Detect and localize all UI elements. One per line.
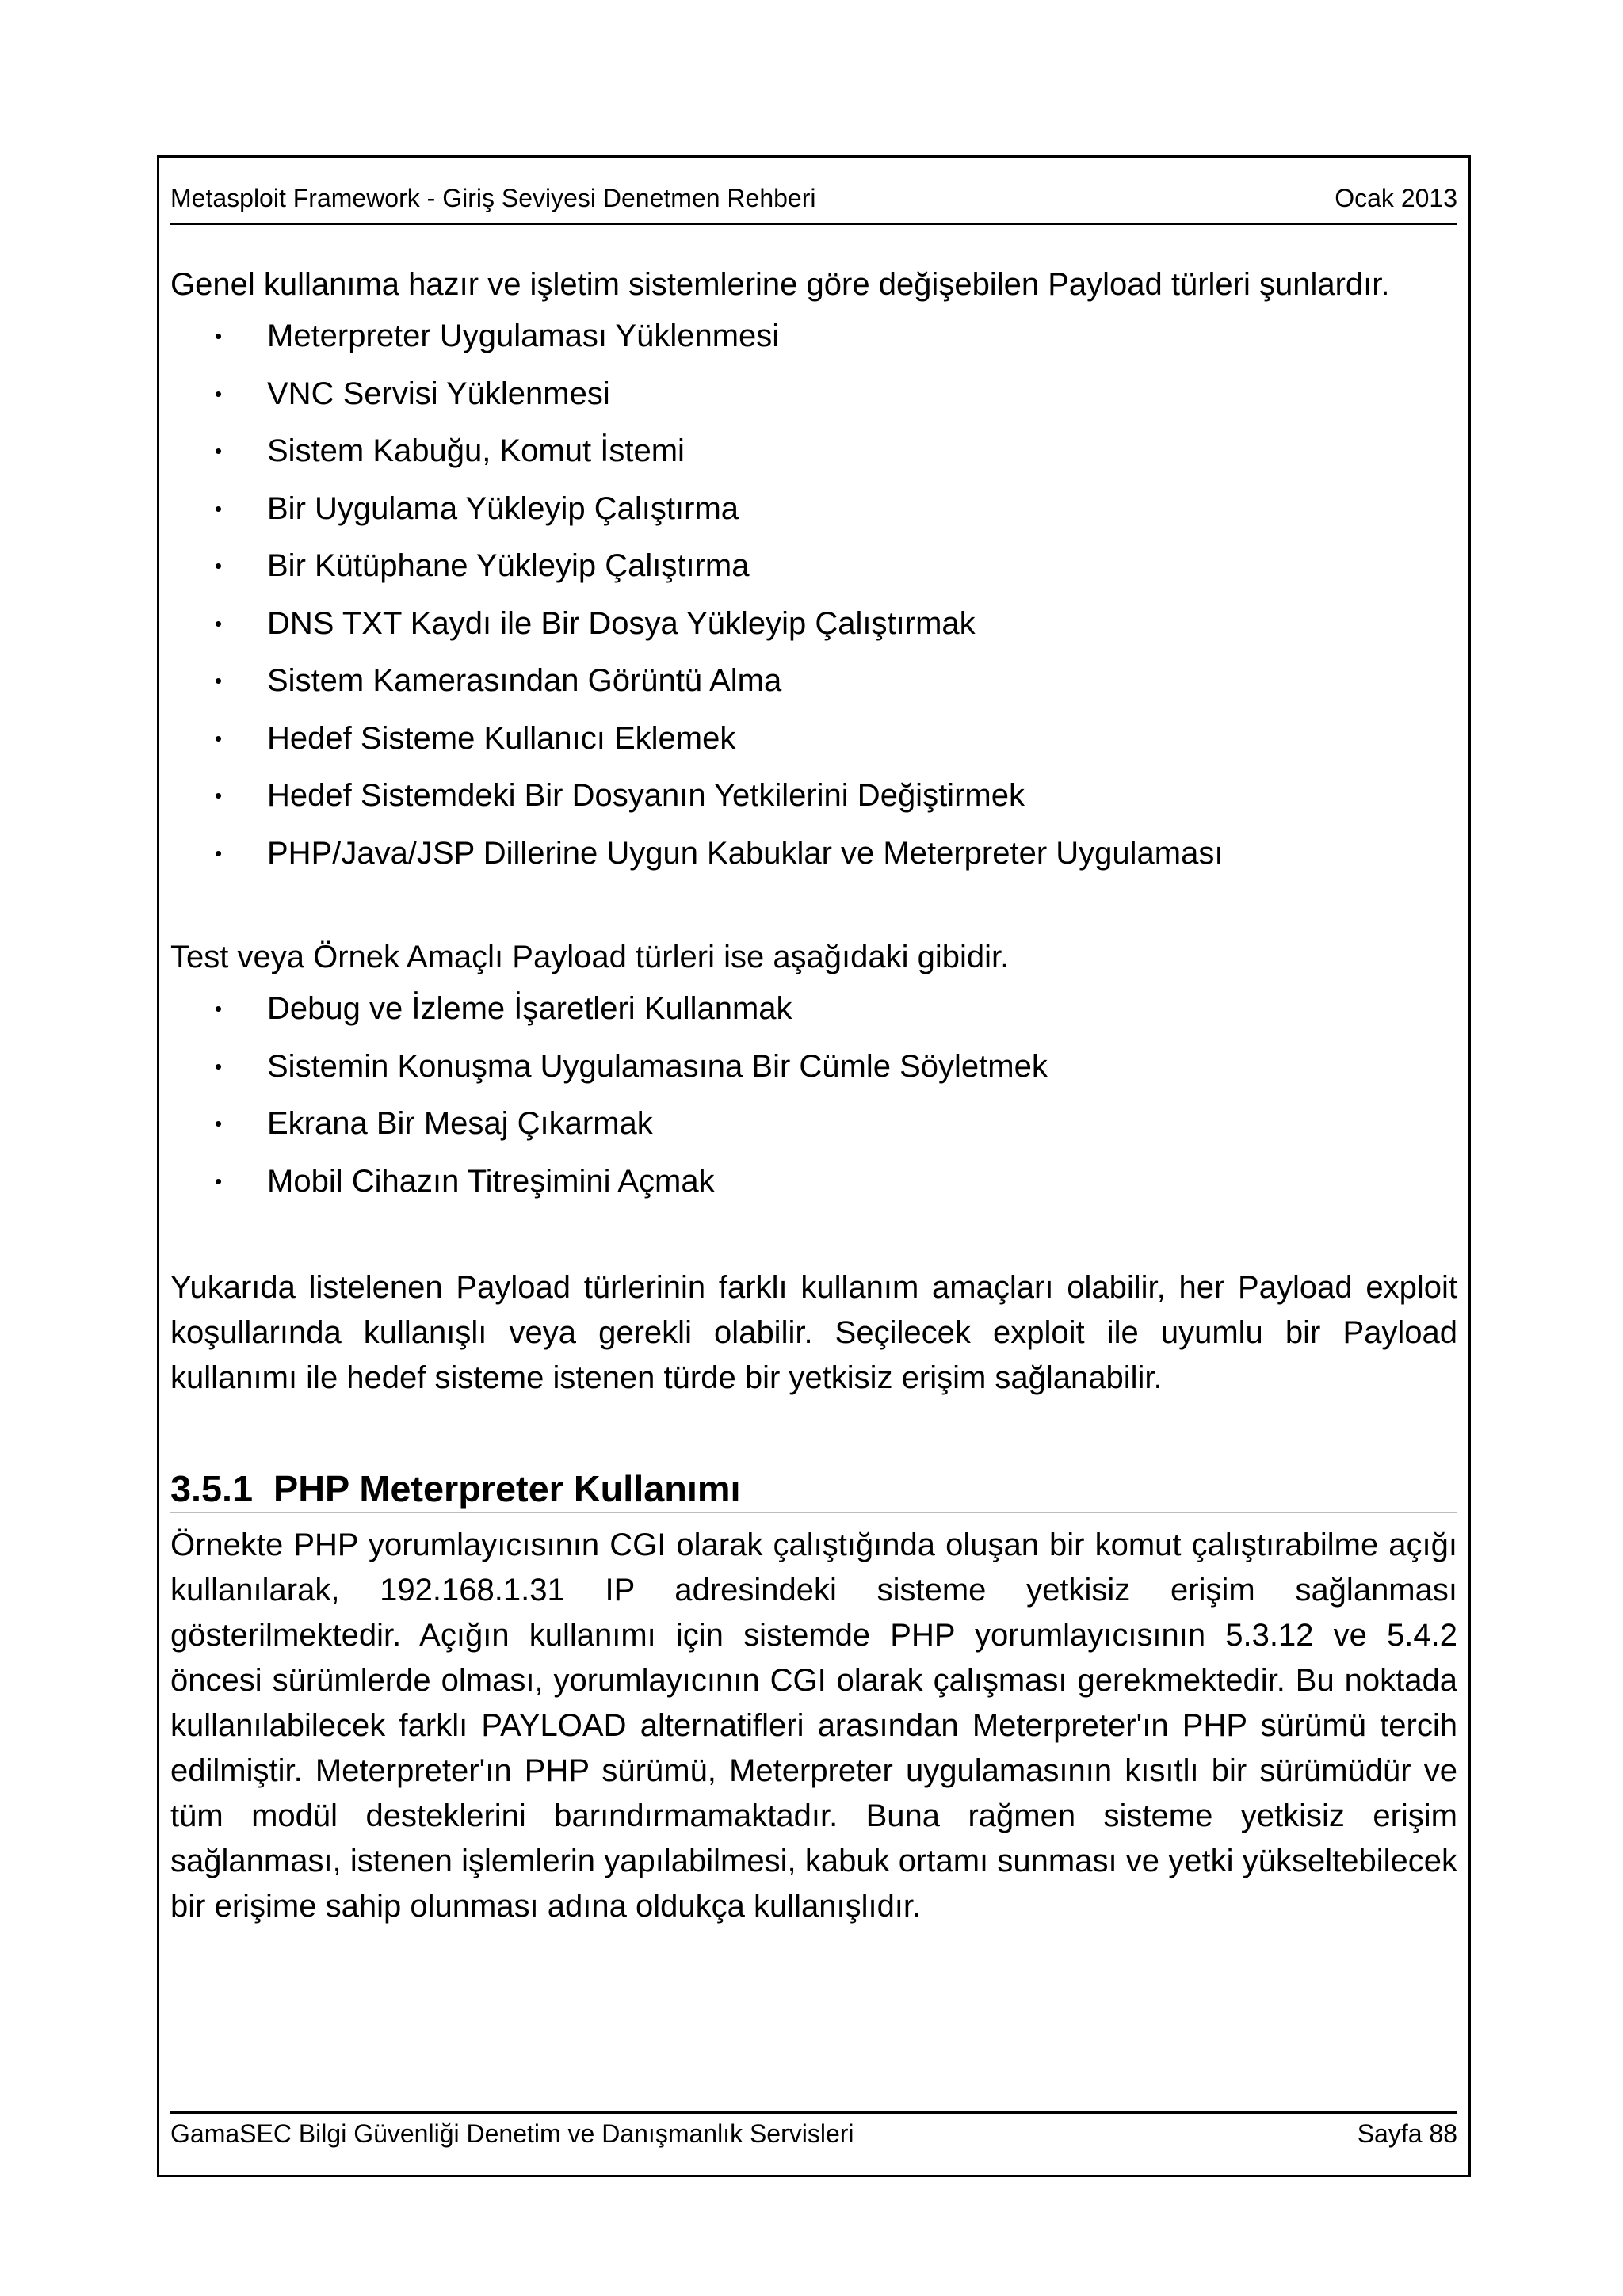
bullet-icon: •: [215, 611, 223, 635]
bullet-icon: •: [215, 997, 223, 1020]
list-item: [170, 422, 1457, 480]
payload-list-test: [170, 980, 1457, 1210]
bullet-icon: •: [215, 669, 223, 692]
list-item: [170, 767, 1457, 825]
list-item-text: Sistem Kamerasından Görüntü Alma: [267, 663, 782, 698]
list-item: [170, 365, 1457, 423]
list-item-text: Bir Kütüphane Yükleyip Çalıştırma: [267, 548, 750, 583]
section-heading: [170, 1464, 1457, 1513]
list-item: [170, 537, 1457, 595]
list-item-text: Debug ve İzleme İşaretleri Kullanmak: [267, 991, 792, 1026]
page-header: [170, 179, 1457, 225]
list-item-text: Meterpreter Uygulaması Yüklenmesi: [267, 318, 780, 353]
bullet-icon: •: [215, 554, 223, 578]
list-item: [170, 595, 1457, 653]
bullet-icon: •: [215, 726, 223, 750]
intro-paragraph-test: Test veya Örnek Amaçlı Payload türleri ise aşağıdaki gibidir.: [170, 940, 1010, 974]
section-title: PHP Meterpreter Kullanımı: [273, 1468, 741, 1509]
list-item-text: PHP/Java/JSP Dillerine Uygun Kabuklar ve Meterpreter Uygulaması: [267, 835, 1224, 871]
bullet-icon: •: [215, 439, 223, 463]
section-number: 3.5.1: [170, 1468, 254, 1509]
list-item-text: Bir Uygulama Yükleyip Çalıştırma: [267, 490, 739, 526]
list-item: [170, 1038, 1457, 1096]
list-item-text: Sistemin Konuşma Uygulamasına Bir Cümle Söyletmek: [267, 1048, 1048, 1084]
list-item-text: DNS TXT Kaydı ile Bir Dosya Yükleyip Çalıştırmak: [267, 605, 976, 641]
header-title: Metasploit Framework - Giriş Seviyesi Denetmen Rehberi: [170, 184, 816, 212]
bullet-icon: •: [215, 1054, 223, 1078]
list-item: [170, 710, 1457, 768]
list-item: [170, 1153, 1457, 1211]
list-item: [170, 652, 1457, 710]
list-item: [170, 980, 1457, 1038]
list-item-text: Mobil Cihazın Titreşimini Açmak: [267, 1163, 715, 1199]
list-item-text: VNC Servisi Yüklenmesi: [267, 376, 610, 411]
list-item: [170, 480, 1457, 538]
summary-paragraph: Yukarıda listelenen Payload türlerinin farklı kullanım amaçları olabilir, her Payload exploit koşullarında kullanışlı veya gerekli olabilir. Seçilecek exploit ile uyumlu bir Payload kullanımı ile hedef sisteme istenen türde bir yetkisiz erişim sağlanabilir.: [170, 1270, 1457, 1395]
section-body-paragraph: Örnekte PHP yorumlayıcısının CGI olarak çalıştığında oluşan bir komut çalıştırabilme açığı kullanılarak, 192.168.1.31 IP adresindeki sisteme yetkisiz erişim sağlanması gösterilmektedir. Açığın kullanımı için sistemde PHP yorumlayıcısının 5.3.12 ve 5.4.2 öncesi sürümlerde olması, yorumlayıcının CGI olarak çalışması gerekmektedir. Bu noktada kullanılabilecek farklı PAYLOAD alternatifleri arasından Meterpreter'ın PHP sürümü tercih edilmiştir. Meterpreter'ın PHP sürümü, Meterpreter uygulamasının kısıtlı bir sürümüdür ve tüm modül desteklerini barındırmamaktadır. Buna rağmen sisteme yetkisiz erişim sağlanması, istenen işlemlerin yapılabilmesi, kabuk ortamı sunması ve yetki yükseltebilecek bir erişime sahip olunması adına oldukça kullanışlıdır.: [170, 1527, 1457, 1924]
list-item: [170, 1095, 1457, 1153]
bullet-icon: •: [215, 1169, 223, 1193]
bullet-icon: •: [215, 381, 223, 406]
page-content: [170, 261, 1457, 1929]
payload-list-general: [170, 307, 1457, 882]
list-item-text: Ekrana Bir Mesaj Çıkarmak: [267, 1106, 653, 1141]
list-item-text: Sistem Kabuğu, Komut İstemi: [267, 433, 685, 468]
footer-company: GamaSEC Bilgi Güvenliği Denetim ve Danışmanlık Servisleri: [170, 2119, 854, 2148]
bullet-icon: •: [215, 324, 223, 348]
page-footer: [170, 2111, 1457, 2154]
bullet-icon: •: [215, 784, 223, 807]
bullet-icon: •: [215, 496, 223, 521]
list-item: [170, 825, 1457, 883]
list-item-text: Hedef Sisteme Kullanıcı Eklemek: [267, 720, 736, 756]
bullet-icon: •: [215, 841, 223, 865]
bullet-icon: •: [215, 1112, 223, 1135]
list-item: [170, 307, 1457, 365]
header-date: Ocak 2013: [1335, 184, 1457, 212]
intro-paragraph-general: Genel kullanıma hazır ve işletim sistemlerine göre değişebilen Payload türleri şunlardır.: [170, 267, 1390, 302]
footer-page-number: Sayfa 88: [1357, 2119, 1457, 2148]
list-item-text: Hedef Sistemdeki Bir Dosyanın Yetkilerini Değiştirmek: [267, 778, 1025, 813]
